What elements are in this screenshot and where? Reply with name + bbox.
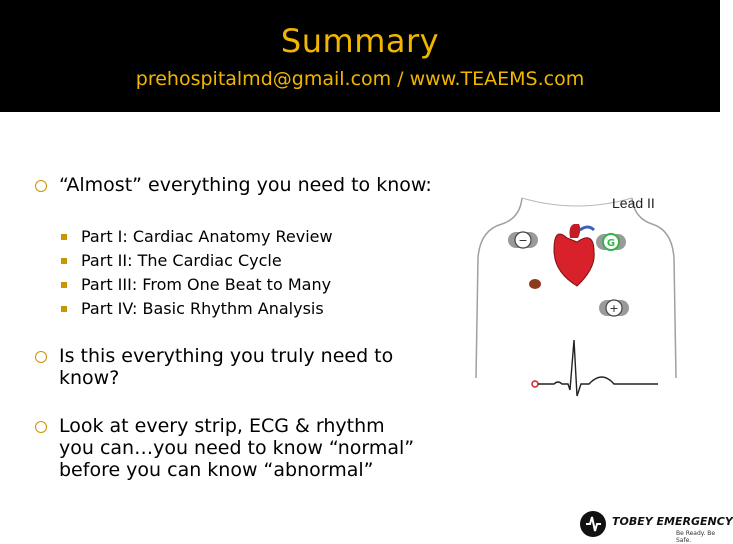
sub-bullet-text: Part I: Cardiac Anatomy Review — [81, 227, 333, 246]
vessels-icon — [580, 227, 594, 230]
slide-title: Summary — [280, 22, 440, 60]
trace-start-icon — [532, 381, 538, 387]
square-bullet-icon — [61, 258, 67, 264]
logo-emblem-icon — [578, 508, 608, 540]
sub-bullet-list — [61, 225, 391, 321]
bullet-circle-icon — [35, 421, 47, 433]
lead-ii-diagram — [462, 168, 690, 396]
bullet-text: Is this everything you truly need to know? — [59, 345, 394, 389]
aorta-icon — [570, 224, 581, 238]
logo-tagline: Be Ready. Be Safe. — [676, 530, 716, 544]
sub-bullet-text: Part IV: Basic Rhythm Analysis — [81, 299, 324, 318]
logo-text: TOBEY EMERGENCY — [612, 515, 733, 528]
electrode-brown-pad — [529, 279, 541, 289]
sub-bullet-text: Part III: From One Beat to Many — [81, 275, 332, 294]
square-bullet-icon — [61, 282, 67, 288]
sub-bullet-item — [61, 249, 391, 273]
sub-bullet-item — [61, 225, 391, 249]
electrode-ground-letter: G — [606, 238, 616, 249]
ecg-trace — [538, 340, 658, 396]
sub-bullet-text: Part II: The Cardiac Cycle — [81, 251, 282, 270]
square-bullet-icon — [61, 306, 67, 312]
lead-label: Lead II — [612, 195, 655, 211]
electrode-negative-sign: − — [518, 234, 528, 247]
bullet-text: “Almost” everything you need to know: — [59, 174, 432, 196]
bullet-text: Look at every strip, ECG & rhythm you can…you need to know “normal” before you can know “abnormal” — [59, 415, 415, 481]
heart-icon — [554, 234, 594, 286]
sub-bullet-item — [61, 273, 391, 297]
electrode-positive-sign: + — [609, 302, 619, 315]
tobey-emergency-logo — [578, 508, 733, 544]
sub-bullet-item — [61, 297, 391, 321]
bullet-circle-icon — [35, 180, 47, 192]
bullet-almost-everything — [35, 174, 435, 196]
square-bullet-icon — [61, 234, 67, 240]
bullet-truly-need — [35, 345, 425, 389]
title-bar — [0, 0, 720, 112]
bullet-look-at-every-strip — [35, 415, 425, 481]
slide-subtitle: prehospitalmd@gmail.com / www.TEAEMS.com — [135, 68, 585, 90]
bullet-circle-icon — [35, 351, 47, 363]
